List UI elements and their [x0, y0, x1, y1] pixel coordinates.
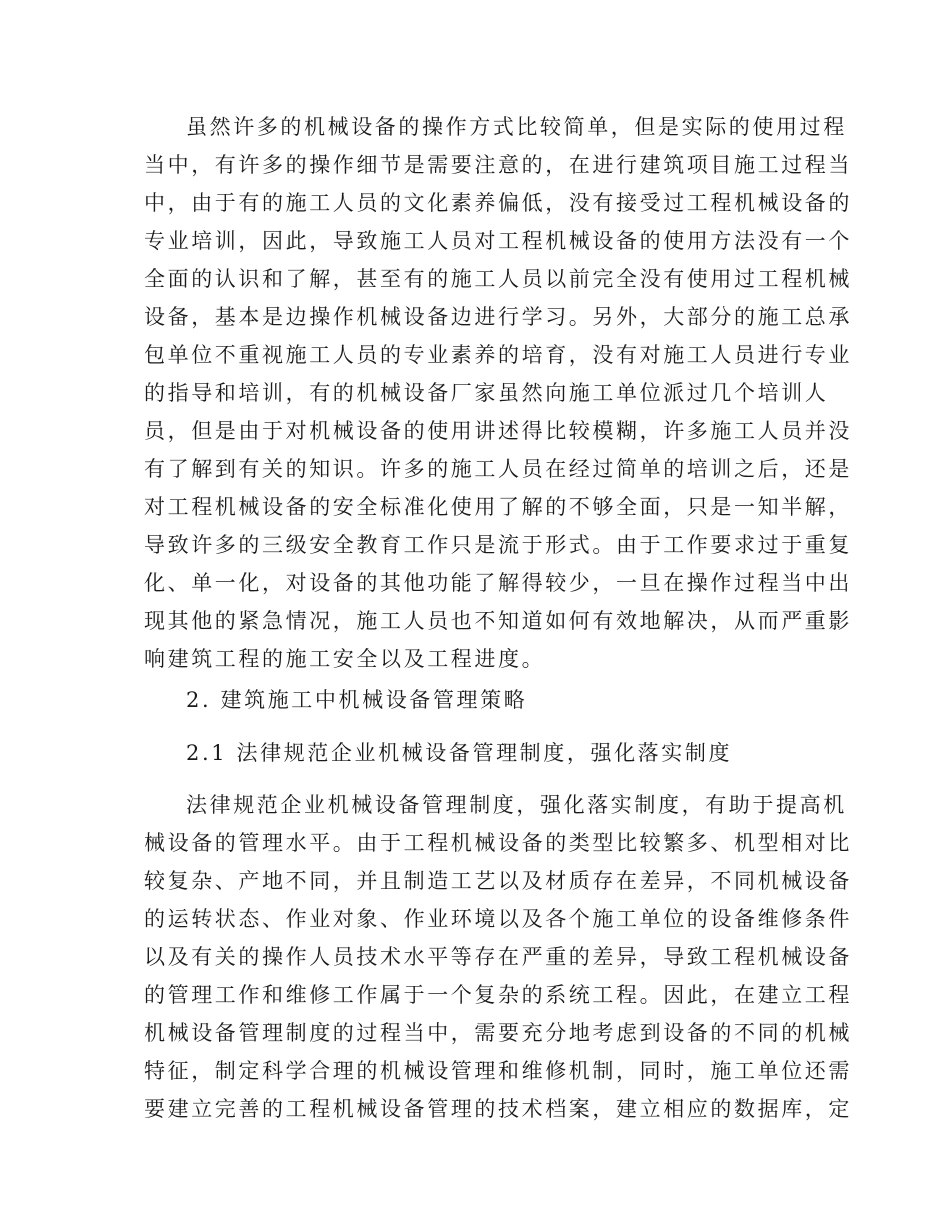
paragraph-line: 的指导和培训，有的机械设备厂家虽然向施工单位派过几个培训人	[144, 381, 829, 405]
paragraph-line: 专业培训，因此，导致施工人员对工程机械设备的使用方法没有一个	[144, 229, 852, 253]
paragraph-line: 设备，基本是边操作机械设备边进行学习。另外，大部分的施工总承	[144, 305, 852, 329]
paragraph-line: 中，由于有的施工人员的文化素养偏低，没有接受过工程机械设备的	[144, 191, 852, 215]
paragraph-line: 的管理工作和维修工作属于一个复杂的系统工程。因此，在建立工程	[144, 983, 852, 1007]
paragraph-line: 化、单一化，对设备的其他功能了解得较少，一旦在操作过程当中出	[144, 571, 852, 595]
paragraph-line: 虽然许多的机械设备的操作方式比较简单，但是实际的使用过程	[186, 115, 847, 139]
paragraph-line: 包单位不重视施工人员的专业素养的培育，没有对施工人员进行专业	[144, 343, 852, 367]
subsection-heading: 2.1 法律规范企业机械设备管理制度，强化落实制度	[186, 741, 733, 765]
paragraph-line: 当中，有许多的操作细节是需要注意的，在进行建筑项目施工过程当	[144, 153, 852, 177]
paragraph-line: 全面的认识和了解，甚至有的施工人员以前完全没有使用过工程机械	[144, 267, 852, 291]
paragraph-line: 现其他的紧急情况，施工人员也不知道如何有效地解决，从而严重影	[144, 609, 852, 633]
paragraph-line: 较复杂、产地不同，并且制造工艺以及材质存在差异，不同机械设备	[144, 869, 852, 893]
section-heading: 2. 建筑施工中机械设备管理策略	[186, 688, 528, 712]
paragraph-line: 有了解到有关的知识。许多的施工人员在经过简单的培训之后，还是	[144, 457, 852, 481]
paragraph-line: 响建筑工程的施工安全以及工程进度。	[144, 647, 546, 671]
paragraph-line: 要建立完善的工程机械设备管理的技术档案，建立相应的数据库，定	[144, 1097, 852, 1121]
paragraph-line: 以及有关的操作人员技术水平等存在严重的差异，导致工程机械设备	[144, 945, 852, 969]
paragraph-line: 特征，制定科学合理的机械设管理和维修机制，同时，施工单位还需	[144, 1059, 852, 1083]
paragraph-line: 的运转状态、作业对象、作业环境以及各个施工单位的设备维修条件	[144, 907, 852, 931]
paragraph-line: 员，但是由于对机械设备的使用讲述得比较模糊，许多施工人员并没	[144, 419, 852, 443]
paragraph-line: 对工程机械设备的安全标准化使用了解的不够全面，只是一知半解，	[144, 495, 852, 519]
paragraph-line: 械设备的管理水平。由于工程机械设备的类型比较繁多、机型相对比	[144, 831, 852, 855]
paragraph-line: 机械设备管理制度的过程当中，需要充分地考虑到设备的不同的机械	[144, 1021, 852, 1045]
paragraph-line: 导致许多的三级安全教育工作只是流于形式。由于工作要求过于重复	[144, 533, 852, 557]
paragraph-line: 法律规范企业机械设备管理制度，强化落实制度，有助于提高机	[186, 793, 847, 817]
